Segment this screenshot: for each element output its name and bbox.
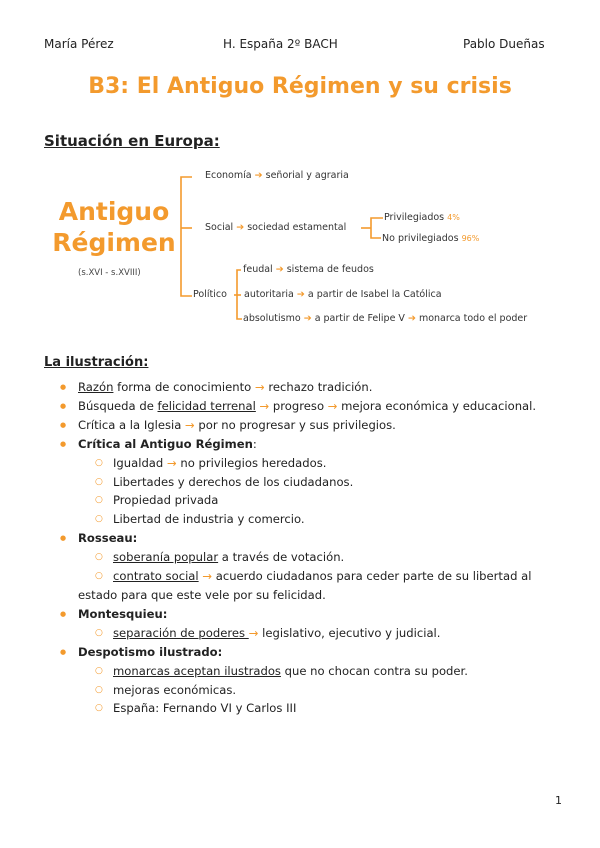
page-title: B3: El Antiguo Régimen y su crisis xyxy=(88,74,512,99)
arrow-icon: ➔ xyxy=(236,222,245,233)
diagram-politico-label: Político xyxy=(193,289,227,300)
header-author-right: Pablo Dueñas xyxy=(463,37,545,51)
arrow-icon: ➔ xyxy=(254,170,263,181)
list-item-continuation: estado para que este vele por su felicidad. xyxy=(78,587,326,602)
section-heading-europa: Situación en Europa: xyxy=(44,132,220,150)
arrow-icon: ➔ xyxy=(407,313,416,324)
list-item: ○ España: Fernando VI y Carlos III xyxy=(50,699,570,718)
feudal-value: sistema de feudos xyxy=(286,264,374,275)
header-author-left: María Pérez xyxy=(44,37,114,51)
autoritaria-value: a partir de Isabel la Católica xyxy=(307,289,442,300)
arrow-icon: → xyxy=(166,455,177,470)
economia-value: señorial y agraria xyxy=(265,170,349,181)
social-label: Social xyxy=(205,222,234,233)
social-value: sociedad estamental xyxy=(247,222,347,233)
arrow-icon: → xyxy=(259,398,270,413)
diagram-privilegiados xyxy=(384,212,460,223)
list-item: ○ Libertades y derechos de los ciudadanos. xyxy=(50,473,570,492)
arrow-icon: → xyxy=(185,417,195,432)
list-item: ○ Libertad de industria y comercio. xyxy=(50,510,570,529)
absolutismo-label: absolutismo xyxy=(243,313,301,324)
list-item: ○ Propiedad privada xyxy=(50,491,570,510)
list-item: ● Búsqueda de felicidad terrenal → progreso → mejora económica y educacional. xyxy=(50,397,570,416)
diagram-main-line1: Antiguo xyxy=(58,197,170,226)
diagram-social xyxy=(205,222,346,233)
section-heading-ilustracion: La ilustración: xyxy=(44,355,149,370)
arrow-icon: → xyxy=(202,569,213,584)
ilustracion-list xyxy=(50,378,570,718)
list-item: ● Montesquieu: xyxy=(50,605,570,624)
arrow-icon: ➔ xyxy=(275,264,284,275)
list-item: ○ contrato social → acuerdo ciudadanos para ceder parte de su libertad al xyxy=(50,567,570,586)
list-item: ○ separación de poderes → legislativo, ejecutivo y judicial. xyxy=(50,624,570,643)
arrow-icon: ➔ xyxy=(303,313,312,324)
economia-label: Economía xyxy=(205,170,252,181)
diagram-main-line2: Régimen xyxy=(52,228,176,257)
privilegiados-label: Privilegiados xyxy=(384,212,445,223)
list-item: ● Razón forma de conocimiento → rechazo tradición. xyxy=(50,378,570,397)
absolutismo-value: a partir de Felipe V xyxy=(314,313,405,324)
absolutismo-value2: monarca todo el poder xyxy=(418,313,528,324)
no-privilegiados-label: No privilegiados xyxy=(382,233,459,244)
diagram-politico-autoritaria xyxy=(244,289,442,300)
list-item: ○ mejoras económicas. xyxy=(50,681,570,700)
diagram-politico-absolutismo xyxy=(243,313,527,324)
page-number: 1 xyxy=(555,794,562,807)
header-course: H. España 2º BACH xyxy=(223,37,338,51)
list-item: ○ soberanía popular a través de votación. xyxy=(50,548,570,567)
diagram-no-privilegiados xyxy=(382,233,479,244)
arrow-icon: ➔ xyxy=(296,289,305,300)
arrow-icon: → xyxy=(254,380,265,394)
list-item: ● Despotismo ilustrado: xyxy=(50,643,570,662)
diagram-main-concept xyxy=(50,196,178,258)
diagram-economia xyxy=(205,170,349,181)
list-item: ● Rosseau: xyxy=(50,529,570,548)
list-item: ○ Igualdad → no privilegios heredados. xyxy=(50,454,570,473)
feudal-label: feudal xyxy=(243,264,273,275)
autoritaria-label: autoritaria xyxy=(244,289,294,300)
diagram-politico-feudal xyxy=(243,264,374,275)
no-privilegiados-pct: 96% xyxy=(461,234,480,243)
list-item: ● Crítica a la Iglesia → por no progresar y sus privilegios. xyxy=(50,416,570,435)
privilegiados-pct: 4% xyxy=(447,213,460,222)
diagram-centuries: (s.XVI - s.XVIII) xyxy=(78,268,141,278)
list-item: ● Crítica al Antiguo Régimen: xyxy=(50,435,570,454)
arrow-icon: → xyxy=(327,398,338,413)
arrow-icon: → xyxy=(248,625,259,640)
list-item: ○ monarcas aceptan ilustrados que no chocan contra su poder. xyxy=(50,662,570,681)
